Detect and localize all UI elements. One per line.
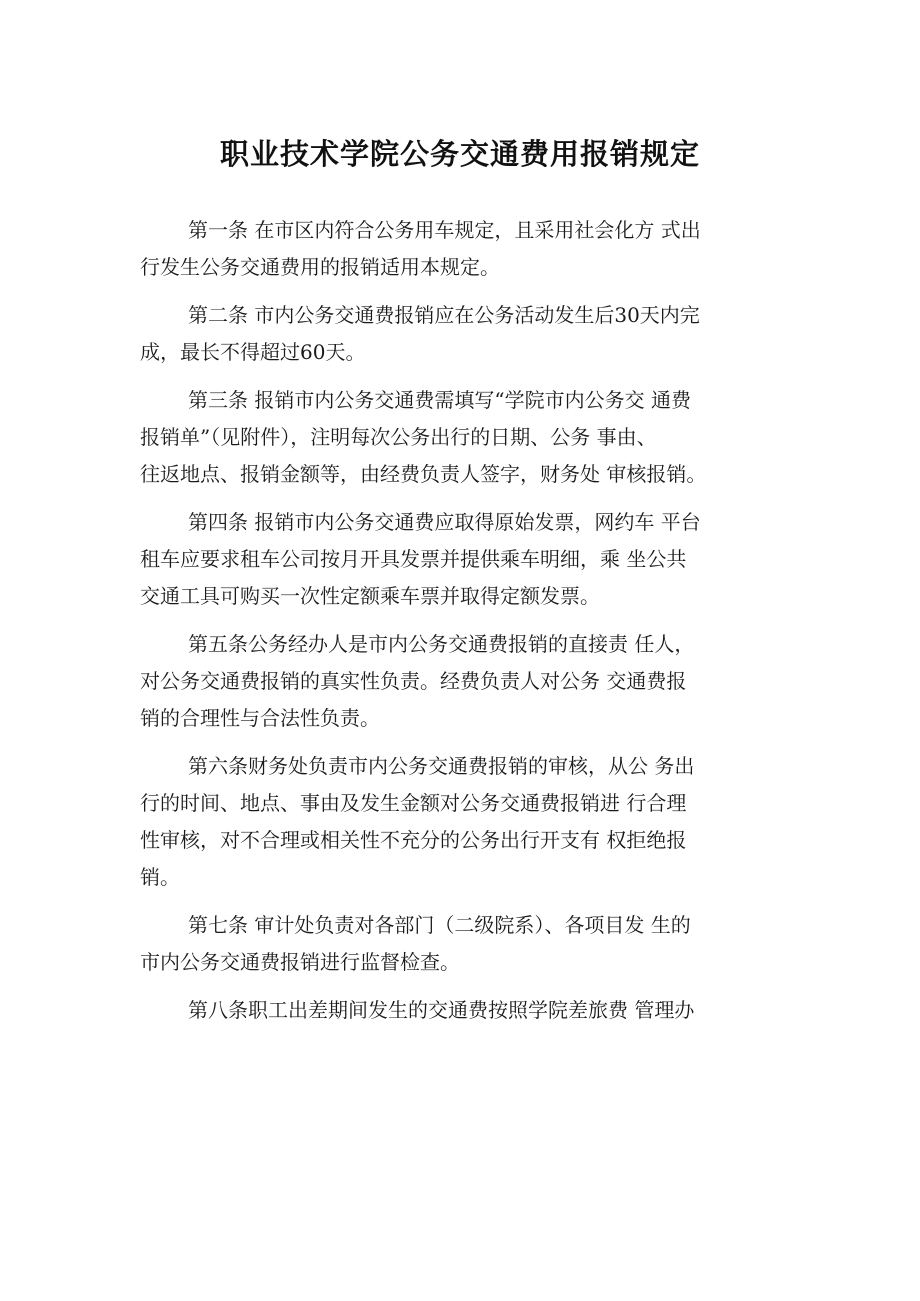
text-line: 市内公务交通费报销进行监督检查。: [140, 950, 460, 974]
text-line: 第四条 报销市内公务交通费应取得原始发票，网约车 平台: [188, 510, 701, 534]
text-line: 租车应要求租车公司按月开具发票并提供乘车明细，乘 坐公共: [140, 547, 687, 571]
document-body: [140, 212, 800, 1040]
article-1: [140, 212, 800, 286]
article-8: [140, 992, 800, 1029]
text-line: 报销单”（见附件），注明每次公务出行的日期、公务 事由、: [140, 425, 657, 449]
text-line: 销的合理性与合法性负责。: [140, 706, 380, 730]
article-6: [140, 748, 800, 896]
text-line: 成，最长不得超过60天。: [140, 340, 366, 364]
article-2: [140, 297, 800, 371]
document-title: 职业技术学院公务交通费用报销规定: [219, 137, 700, 171]
text-line: 第三条 报销市内公务交通费需填写“学院市内公务交 通费: [188, 388, 691, 412]
text-line: 第二条 市内公务交通费报销应在公务活动发生后30天内完: [188, 303, 700, 327]
text-line: 第六条财务处负责市内公务交通费报销的审核，从公 务出: [188, 754, 695, 778]
article-3: [140, 382, 800, 493]
text-line: 往返地点、报销金额等，由经费负责人签字，财务处 审核报销。: [140, 462, 707, 486]
article-4: [140, 504, 800, 615]
text-line: 销。: [140, 865, 180, 889]
text-line: 第五条公务经办人是市内公务交通费报销的直接责 任人，: [188, 632, 695, 656]
article-7: [140, 907, 800, 981]
article-5: [140, 626, 800, 737]
text-line: 性审核，对不合理或相关性不充分的公务出行开支有 权拒绝报: [140, 828, 687, 852]
text-line: 第七条 审计处负责对各部门（二级院系）、各项目发 生的: [188, 913, 691, 937]
text-line: 行的时间、地点、事由及发生金额对公务交通费报销进 行合理: [140, 791, 687, 815]
text-line: 交通工具可购买一次性定额乘车票并取得定额发票。: [140, 584, 600, 608]
text-line: 第一条 在市区内符合公务用车规定，且采用社会化方 式出: [188, 218, 701, 242]
text-line: 第八条职工出差期间发生的交通费按照学院差旅费 管理办: [188, 998, 695, 1022]
text-line: 对公务交通费报销的真实性负责。经费负责人对公务 交通费报: [140, 669, 687, 693]
text-line: 行发生公务交通费用的报销适用本规定。: [140, 255, 500, 279]
